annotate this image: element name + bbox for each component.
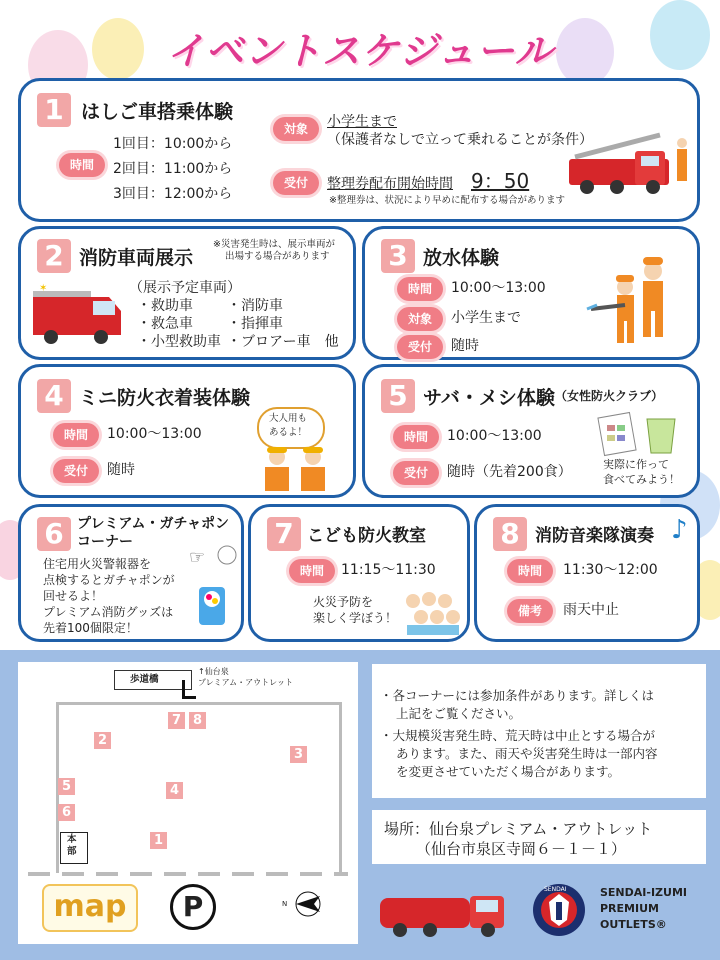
time-text: 11:15～11:30 — [341, 562, 436, 578]
brand-line: PREMIUM — [600, 902, 659, 915]
time-badge: 時間 — [397, 277, 443, 301]
note-line: を変更させていただく場合があります。 — [396, 764, 621, 779]
event-number: 4 — [37, 379, 71, 413]
time-text: 10:00～13:00 — [451, 280, 546, 296]
time-slot: 3回目：12:00から — [113, 186, 233, 202]
event-title: ミニ防火衣着装体験 — [79, 387, 251, 409]
recipe-cup-icon — [597, 411, 687, 457]
target-text: 小学生まで — [327, 114, 397, 130]
venue-box — [372, 810, 706, 864]
map-marker-8: 8 — [189, 712, 206, 729]
notes-box — [372, 664, 706, 798]
disaster-note: ※災害発生時は、展示車両が — [213, 239, 335, 250]
ladder-truck-icon — [565, 129, 695, 199]
event-description: 楽しく学ぼう！ — [313, 611, 398, 625]
event-description: 回せるよ！ — [43, 589, 104, 603]
children-icon — [403, 589, 463, 635]
reception-text: 整理券配布開始時間 — [327, 176, 453, 192]
vehicle-item: ・指揮車 — [227, 316, 283, 332]
event-number: 3 — [381, 239, 415, 273]
event-description: 住宅用火災警報器を — [43, 557, 152, 571]
brand-line: OUTLETS® — [600, 918, 667, 931]
firefighters-hose-icon — [585, 253, 681, 353]
target-badge: 対象 — [397, 307, 443, 331]
time-badge: 時間 — [53, 423, 99, 447]
event-number: 7 — [267, 517, 301, 551]
reception-text: 随時 — [107, 462, 135, 478]
event-number: 6 — [37, 517, 71, 551]
vehicle-item: ・ブロアー車 他 — [227, 334, 339, 350]
emblem-text: SENDAI — [544, 886, 567, 893]
reception-badge: 受付 — [53, 459, 99, 483]
note-line: あります。また、雨天や災害発生時は一部内容 — [396, 746, 658, 761]
time-slot: 2回目：11:00から — [113, 161, 233, 177]
note-text: 雨天中止 — [563, 602, 619, 618]
parking-icon: P — [170, 884, 216, 930]
map-logo: map — [42, 884, 138, 932]
direction-label: ↑仙台泉 — [198, 667, 229, 676]
vehicle-list-heading: （展示予定車両） — [129, 280, 241, 296]
vehicle-item: ・救助車 — [137, 298, 193, 314]
event-card-2 — [18, 226, 356, 360]
reception-badge: 受付 — [397, 335, 443, 359]
event-number: 2 — [37, 239, 71, 273]
gachapon-icon — [189, 541, 239, 631]
disaster-note: 出場する場合があります — [225, 251, 330, 262]
venue-map — [18, 662, 358, 944]
tanker-truck-icon — [374, 888, 510, 940]
map-marker-2: 2 — [94, 732, 111, 749]
reception-text: 随時 — [451, 338, 479, 354]
reception-text: 随時（先着200食） — [447, 464, 572, 480]
time-badge: 時間 — [289, 559, 335, 583]
note-line: 上記をご覧ください。 — [396, 706, 522, 721]
event-subtitle: （女性防火クラブ） — [555, 389, 664, 403]
event-title: 放水体験 — [423, 247, 500, 269]
event-title: 消防車両展示 — [79, 247, 194, 269]
reception-note: ※整理券は、状況により早めに配布する場合があります — [329, 195, 565, 206]
note-line: ・大規模災害発生時、荒天時は中止とする場合が — [380, 728, 656, 743]
bubble-text: 大人用も — [269, 413, 308, 424]
event-title: サバ・メシ体験 — [423, 387, 555, 409]
event-title: はしご車搭乗体験 — [81, 101, 234, 123]
event-card-4 — [18, 364, 356, 498]
svg-text:✶: ✶ — [39, 283, 48, 294]
reception-badge: 受付 — [273, 171, 319, 195]
reception-time: 9：50 — [471, 169, 530, 193]
time-text: 11:30～12:00 — [563, 562, 658, 578]
event-description: プレミアム消防グッズは — [43, 605, 174, 619]
venue-address: （仙台市泉区寺岡６－１－１） — [416, 840, 627, 858]
time-badge: 時間 — [393, 425, 439, 449]
time-badge: 時間 — [59, 153, 105, 177]
road-dashes — [28, 872, 348, 876]
event-number: 8 — [493, 517, 527, 551]
side-text: 食べてみよう！ — [603, 473, 680, 486]
firefighters-icon — [257, 447, 347, 495]
event-description: 点検するとガチャポンが — [43, 573, 175, 587]
note-line: ・各コーナーには参加条件があります。詳しくは — [380, 688, 655, 703]
event-card-5 — [362, 364, 700, 498]
north-arrow-icon — [286, 890, 326, 920]
map-marker-4: 4 — [166, 782, 183, 799]
event-title: 消防音楽隊演奏 — [535, 526, 654, 546]
vehicle-item: ・消防車 — [227, 298, 283, 314]
music-note-icon: ♪ — [671, 515, 688, 545]
north-label: N — [282, 900, 288, 908]
event-number: 5 — [381, 379, 415, 413]
time-text: 10:00～13:00 — [107, 426, 202, 442]
map-marker-1: 1 — [150, 832, 167, 849]
hq-label: 本部 — [67, 834, 77, 857]
event-number: 1 — [37, 93, 71, 127]
event-description: 火災予防を — [313, 595, 374, 609]
svg-text:☞: ☞ — [189, 547, 206, 568]
event-title: コーナー — [77, 534, 133, 550]
event-card-3 — [362, 226, 700, 360]
map-marker-3: 3 — [290, 746, 307, 763]
event-card-6 — [18, 504, 244, 642]
pump-truck-icon — [29, 277, 125, 347]
event-title: こども防火教室 — [307, 526, 426, 546]
vehicle-item: ・救急車 — [137, 316, 193, 332]
map-marker-7: 7 — [168, 712, 185, 729]
venue-name: 場所：仙台泉プレミアム・アウトレット — [384, 820, 653, 838]
time-badge: 時間 — [507, 559, 553, 583]
note-badge: 備考 — [507, 599, 553, 623]
side-text: 実際に作って — [603, 458, 669, 471]
direction-label: プレミアム・アウトレット — [198, 678, 294, 687]
path-line — [182, 696, 196, 699]
time-slot: 1回目：10:00から — [113, 136, 233, 152]
page-title: イベントスケジュール — [166, 29, 554, 73]
walkway-label: 歩道橋 — [130, 674, 159, 685]
reception-badge: 受付 — [393, 461, 439, 485]
target-badge: 対象 — [273, 117, 319, 141]
event-title: プレミアム・ガチャポン — [77, 516, 230, 532]
map-marker-5: 5 — [58, 778, 75, 795]
target-text: 小学生まで — [451, 310, 521, 326]
map-marker-6: 6 — [58, 804, 75, 821]
event-card-8 — [474, 504, 700, 642]
event-card-1 — [18, 78, 700, 222]
time-text: 10:00～13:00 — [447, 428, 542, 444]
target-condition: （保護者なしで立って乗れることが条件） — [327, 132, 593, 148]
vehicle-item: ・小型救助車 — [137, 334, 221, 350]
event-card-7 — [248, 504, 470, 642]
bubble-text: あるよ！ — [269, 427, 308, 438]
event-description: 先着100個限定！ — [43, 621, 138, 635]
brand-line: SENDAI-IZUMI — [600, 886, 687, 899]
